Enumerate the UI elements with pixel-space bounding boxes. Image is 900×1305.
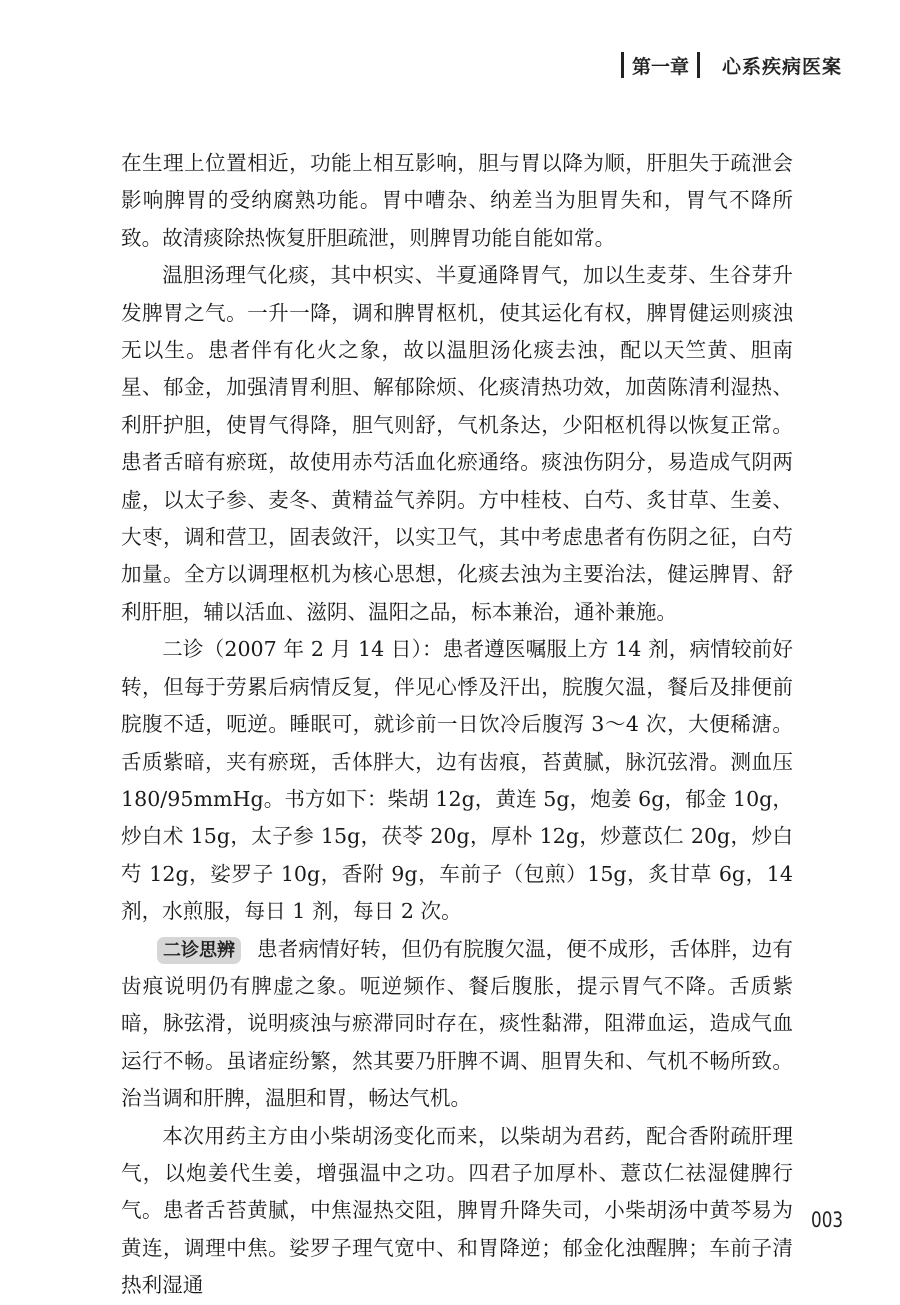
- chapter-title: 心系疾病医案: [721, 55, 842, 78]
- paragraph-3: 二诊（2007 年 2 月 14 日）：患者遵医嘱服上方 14 剂，病情较前好转，但每于劳累后病情反复，伴见心悸及汗出，脘腹欠温，餐后及排便前脘腹不适，呃逆。睡眠可，就诊前一日饮冷后腹泻 3～4 次，大便稀溏。舌质紫暗，夹有瘀斑，舌体胖大，边有齿痕，苔黄腻，脉沉弦滑。测血压 180/95mmHg。书方如下：柴胡 12g，黄连 5g，炮姜 6g，郁金 10g，炒白术 15g，太子参 15g，茯苓 20g，厚朴 12g，炒薏苡仁 20g，炒白芍 12g，娑罗子 10g，香附 9g，车前子（包煎）15g，炙甘草 6g，14 剂，水煎服，每日 1 剂，每日 2 次。: [121, 637, 793, 924]
- paragraph-5: 本次用药主方由小柴胡汤变化而来，以柴胡为君药，配合香附疏肝理气，以炮姜代生姜，增强温中之功。四君子加厚朴、薏苡仁祛湿健脾行气。患者舌苔黄腻，中焦湿热交阻，脾胃升降失司，小柴胡汤中黄芩易为黄连，调理中焦。娑罗子理气宽中、和胃降逆；郁金化浊醒脾；车前子清热利湿通: [121, 1123, 793, 1298]
- section-tag: 二诊思辨: [157, 937, 241, 964]
- paragraph-4: [121, 931, 793, 1118]
- page-number: 003: [810, 1208, 843, 1232]
- chapter-label: 第一章: [631, 55, 689, 78]
- paragraph-2: 温胆汤理气化痰，其中枳实、半夏通降胃气，加以生麦芽、生谷芽升发脾胃之气。一升一降，调和脾胃枢机，使其运化有权，脾胃健运则痰浊无以生。患者伴有化火之象，故以温胆汤化痰去浊，配以天竺黄、胆南星、郁金，加强清胃利胆、解郁除烦、化痰清热功效，加茵陈清利湿热、利肝护胆，使胃气得降，胆气则舒，气机条达，少阳枢机得以恢复正常。患者舌暗有瘀斑，故使用赤芍活血化瘀通络。痰浊伤阴分，易造成气阴两虚，以太子参、麦冬、黄精益气养阴。方中桂枝、白芍、炙甘草、生姜、大枣，调和营卫，固表敛汗，以实卫气，其中考虑患者有伤阴之征，白芍加量。全方以调理枢机为核心思想，化痰去浊为主要治法，健运脾胃、舒利肝胆，辅以活血、滋阴、温阳之品，标本兼治，通补兼施。: [121, 263, 793, 624]
- paragraph-4-text: 患者病情好转，但仍有脘腹欠温，便不成形，舌体胖，边有齿痕说明仍有脾虚之象。呃逆频作、餐后腹胀，提示胃气不降。舌质紫暗，脉弦滑，说明痰浊与瘀滞同时存在，痰性黏滞，阻滞血运，造成气血运行不畅。虽诸症纷繁，然其要乃肝脾不调、胆胃失和、气机不畅所致。治当调和肝脾，温胆和胃，畅达气机。: [121, 936, 793, 1111]
- running-header: [621, 48, 842, 82]
- page-body: [121, 145, 793, 1305]
- paragraph-1: 在生理上位置相近，功能上相互影响，胆与胃以降为顺，肝胆失于疏泄会影响脾胃的受纳腐熟功能。胃中嘈杂、纳差当为胆胃失和，胃气不降所致。故清痰除热恢复肝胆疏泄，则脾胃功能自能如常。: [121, 151, 793, 250]
